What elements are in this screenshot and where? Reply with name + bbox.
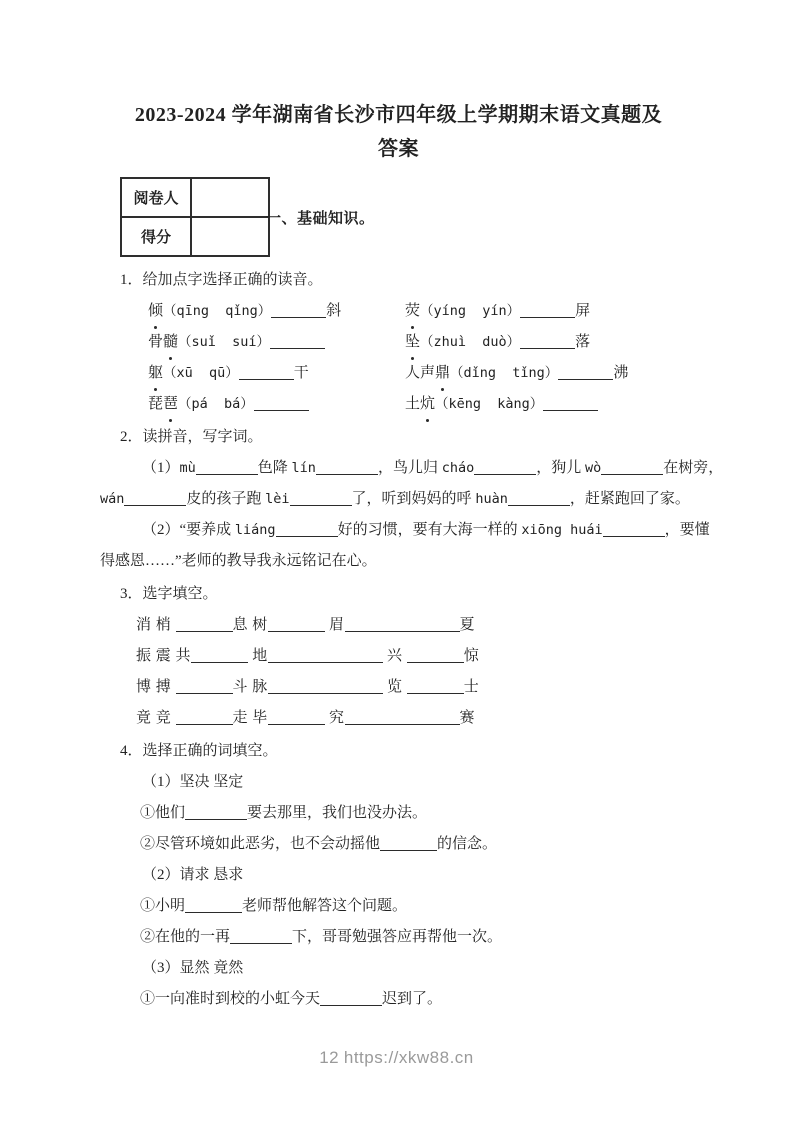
answer-blank <box>558 379 613 380</box>
pinyin-text: （qīng qǐng） <box>163 303 272 319</box>
text-run: 走 毕 <box>232 710 268 726</box>
text-run: 好的习惯，要有大海一样的 <box>337 522 522 538</box>
grading-table <box>120 177 270 257</box>
exam-line <box>100 984 697 1015</box>
text-run: ①一向准时到校的小虹今天 <box>140 991 321 1007</box>
text-run: 骨 <box>148 334 164 350</box>
text-run: 士 <box>463 679 480 695</box>
exam-line <box>100 546 697 577</box>
pinyin-item-right <box>405 303 590 319</box>
question-1 <box>100 265 697 420</box>
exam-line <box>100 767 697 798</box>
pinyin-text: （suǐ suí） <box>178 334 271 350</box>
reviewer-value-cell <box>191 178 269 217</box>
text-run: （3）显然 竟然 <box>142 960 244 976</box>
answer-blank <box>176 693 233 694</box>
answer-blank <box>185 912 242 913</box>
text-run: 下，哥哥勉强答应再帮他一次。 <box>292 929 503 945</box>
answer-blank <box>124 505 186 506</box>
page-footer <box>0 1048 793 1068</box>
footer-url[interactable]: https://xkw88.cn <box>343 1048 474 1067</box>
pinyin-choice-row <box>100 389 697 420</box>
exam-line <box>100 703 697 734</box>
text-run: ，狗儿 <box>536 460 585 476</box>
pinyin-text: wò <box>584 460 602 476</box>
pinyin-choice-row <box>100 327 697 358</box>
answer-blank <box>254 410 309 411</box>
q3-lines <box>100 610 697 734</box>
dotted-char: 髓 <box>163 327 178 358</box>
dotted-char: 鼎 <box>435 358 450 389</box>
pinyin-text: liáng <box>234 522 276 538</box>
exam-line <box>100 860 697 891</box>
pinyin-text: （yíng yín） <box>420 303 521 319</box>
text-run: 要去那里，我们也没办法。 <box>247 805 428 821</box>
text-run: 兴 <box>382 648 407 664</box>
score-label: 得分 <box>121 217 191 256</box>
text-run: （1） <box>142 460 180 476</box>
question-4 <box>100 736 697 1015</box>
page-number: 12 <box>319 1048 340 1067</box>
answer-blank <box>191 662 248 663</box>
pinyin-text: lèi <box>265 491 290 507</box>
dotted-char: 荧 <box>405 296 420 327</box>
text-run: ②在他的一再 <box>140 929 231 945</box>
dotted-char: 躯 <box>148 358 163 389</box>
q2-lines <box>100 453 724 577</box>
answer-blank <box>407 662 464 663</box>
answer-blank <box>543 410 598 411</box>
question-2 <box>100 422 724 577</box>
answer-blank <box>271 317 326 318</box>
pinyin-text: （kēng kàng） <box>435 396 544 412</box>
pinyin-text: lín <box>291 460 316 476</box>
table-row <box>121 178 269 217</box>
text-run: 的信念。 <box>437 836 498 852</box>
text-run: 落 <box>575 334 591 350</box>
answer-blank <box>603 536 665 537</box>
text-run: 消 梢 <box>136 617 176 633</box>
q1-pinyin-rows <box>100 296 697 420</box>
text-run: ，赶紧跑回了家。 <box>569 491 690 507</box>
answer-blank <box>316 474 378 475</box>
text-run: 夏 <box>459 617 476 633</box>
text-run: 琵 <box>148 396 164 412</box>
answer-blank <box>196 474 258 475</box>
text-run: 竟 竞 <box>136 710 176 726</box>
answer-blank <box>407 693 464 694</box>
text-run: 老师帮他解答这个问题。 <box>242 898 408 914</box>
text-run: ，要懂 <box>664 522 710 538</box>
answer-blank <box>508 505 570 506</box>
text-run: ①小明 <box>140 898 186 914</box>
text-run: 地 <box>248 648 268 664</box>
section-heading: 一、基础知识。 <box>266 210 375 227</box>
text-run: 色降 <box>257 460 292 476</box>
pinyin-item-left <box>148 389 405 420</box>
pinyin-text: xiōng huái <box>521 522 603 538</box>
dotted-char: 琶 <box>163 389 178 420</box>
exam-line <box>100 829 697 860</box>
pinyin-text: huàn <box>475 491 508 507</box>
answer-blank <box>601 474 663 475</box>
pinyin-choice-row <box>100 358 697 389</box>
question-stem: 1．给加点字选择正确的读音。 <box>120 272 323 288</box>
answer-blank <box>268 693 383 694</box>
answer-blank <box>176 724 233 725</box>
answer-blank <box>230 943 292 944</box>
exam-line <box>100 891 697 922</box>
exam-title-line2: 答案 <box>378 138 419 160</box>
text-run: 干 <box>293 365 309 381</box>
grading-block <box>120 177 697 257</box>
pinyin-item-right <box>405 396 598 412</box>
text-run: 人声 <box>405 365 436 381</box>
text-run: 赛 <box>459 710 476 726</box>
dotted-char: 倾 <box>148 296 163 327</box>
text-run: 览 <box>382 679 407 695</box>
text-run: 振 震 共 <box>136 648 192 664</box>
exam-line <box>100 922 697 953</box>
text-run: （2）“要养成 <box>142 522 235 538</box>
exam-line <box>100 672 697 703</box>
pinyin-text: （xū qū） <box>163 365 239 381</box>
answer-blank <box>268 662 383 663</box>
pinyin-item-left <box>148 296 405 327</box>
answer-blank <box>345 724 460 725</box>
answer-blank <box>345 631 460 632</box>
pinyin-text: wán <box>100 491 125 507</box>
text-run: 在树旁， <box>663 460 724 476</box>
questions-area <box>100 265 724 1015</box>
exam-line <box>100 798 697 829</box>
pinyin-item-left <box>148 358 405 389</box>
text-run: 了，听到妈妈的呼 <box>351 491 476 507</box>
text-run: 斜 <box>326 303 342 319</box>
question-stem: 3．选字填空。 <box>120 586 218 602</box>
pinyin-choice-row <box>100 296 697 327</box>
text-run: （1）坚决 坚定 <box>142 774 244 790</box>
pinyin-text: （pá bá） <box>178 396 254 412</box>
answer-blank <box>290 505 352 506</box>
answer-blank <box>268 724 325 725</box>
reviewer-label: 阅卷人 <box>121 178 191 217</box>
answer-blank <box>176 631 233 632</box>
exam-line <box>100 453 724 484</box>
exam-line <box>100 641 697 672</box>
answer-blank <box>380 850 437 851</box>
answer-blank <box>270 348 325 349</box>
text-run: 屏 <box>575 303 591 319</box>
text-run: 究 <box>324 710 345 726</box>
text-run: 博 搏 <box>136 679 176 695</box>
question-3 <box>100 579 697 734</box>
text-run: ①他们 <box>140 805 186 821</box>
answer-blank <box>520 317 575 318</box>
text-run: 迟到了。 <box>382 991 443 1007</box>
table-row <box>121 217 269 256</box>
pinyin-text: （zhuì duò） <box>420 334 521 350</box>
score-value-cell <box>191 217 269 256</box>
q4-lines <box>100 767 697 1015</box>
text-run: 斗 脉 <box>232 679 268 695</box>
answer-blank <box>239 379 294 380</box>
pinyin-item-left <box>148 327 405 358</box>
exam-line <box>100 515 710 546</box>
text-run: （2）请求 恳求 <box>142 867 244 883</box>
pinyin-item-right <box>405 334 590 350</box>
dotted-char: 炕 <box>420 389 435 420</box>
answer-blank <box>276 536 338 537</box>
text-run: ②尽管环境如此恶劣，也不会动摇他 <box>140 836 381 852</box>
exam-line <box>100 953 697 984</box>
pinyin-text: mù <box>179 460 196 476</box>
pinyin-text: cháo <box>441 460 475 476</box>
answer-blank <box>474 474 536 475</box>
text-run: 土 <box>405 396 421 412</box>
exam-line <box>100 610 697 641</box>
text-run: 沸 <box>613 365 629 381</box>
text-run: 得感恩……”老师的教导我永远铭记在心。 <box>100 553 377 569</box>
answer-blank <box>268 631 325 632</box>
exam-title-line1: 2023-2024 学年湖南省长沙市四年级上学期期末语文真题及 <box>134 104 663 126</box>
exam-line <box>100 484 697 515</box>
question-stem: 4．选择正确的词填空。 <box>120 743 278 759</box>
answer-blank <box>185 819 247 820</box>
pinyin-item-right <box>405 365 628 381</box>
text-run: ，鸟儿归 <box>377 460 442 476</box>
dotted-char: 坠 <box>405 327 420 358</box>
answer-blank <box>520 348 575 349</box>
text-run: 息 树 <box>232 617 268 633</box>
text-run: 眉 <box>324 617 345 633</box>
text-run: 惊 <box>463 648 480 664</box>
question-stem: 2．读拼音，写字词。 <box>120 429 263 445</box>
text-run: 皮的孩子跑 <box>186 491 266 507</box>
answer-blank <box>320 1005 382 1006</box>
pinyin-text: （dǐng tǐng） <box>450 365 559 381</box>
